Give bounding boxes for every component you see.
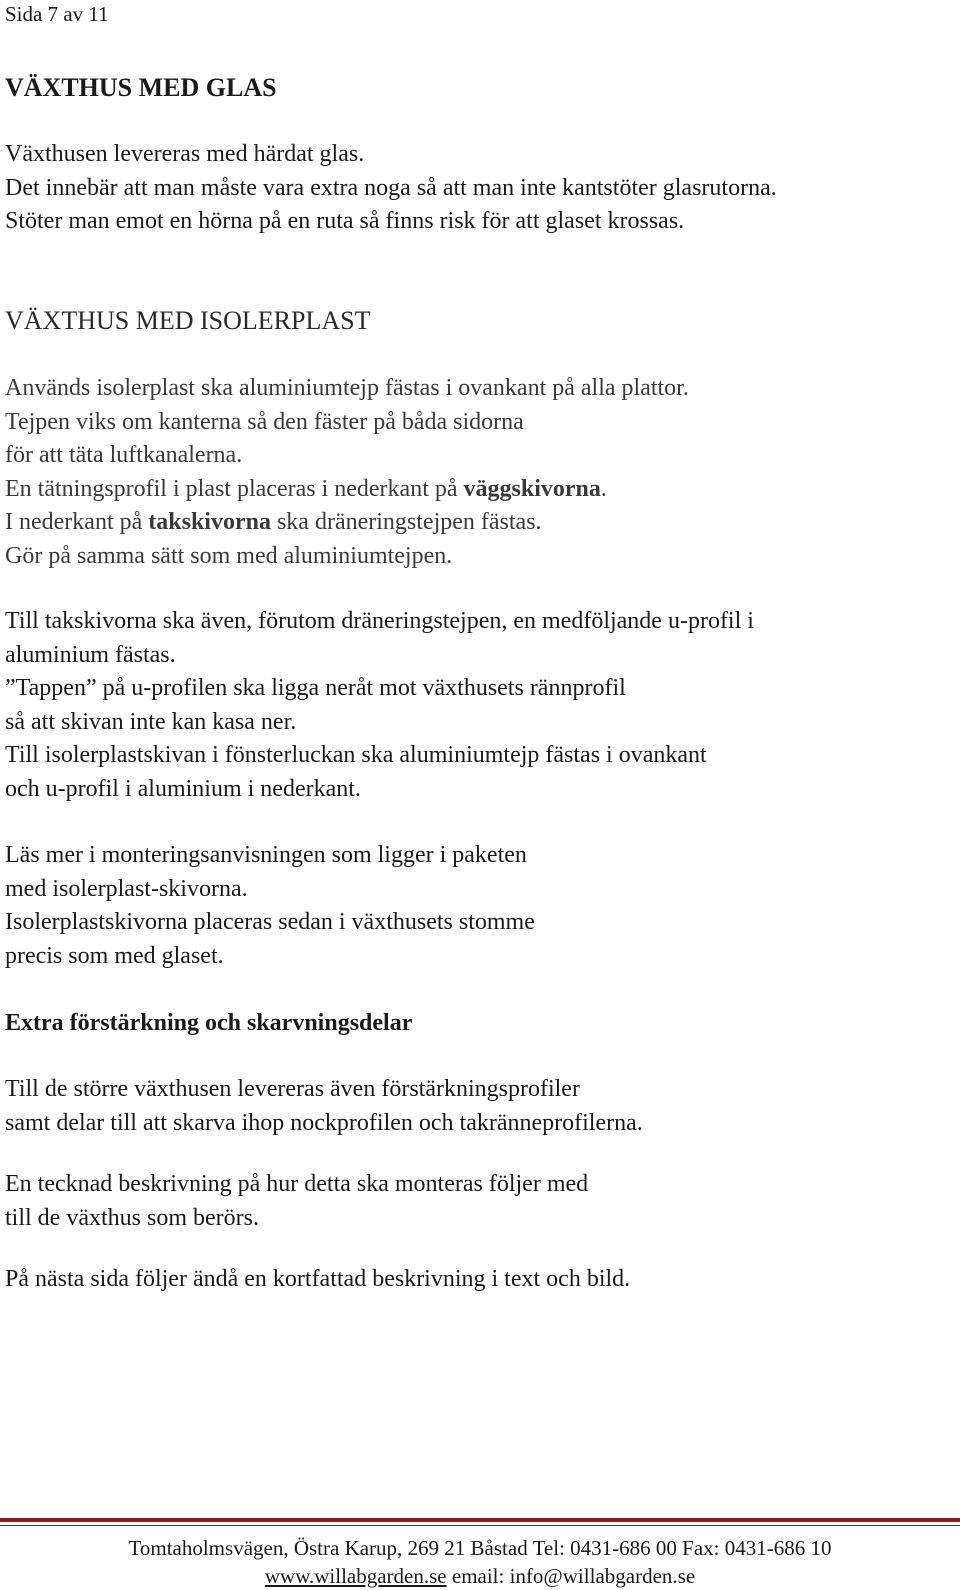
section-heading-isolerplast: VÄXTHUS MED ISOLERPLAST xyxy=(5,306,371,335)
footer-address: Tomtaholmsvägen, Östra Karup, 269 21 Båstad Tel: 0431-686 00 Fax: 0431-686 10 xyxy=(128,1536,832,1560)
footer-contact xyxy=(0,1562,960,1590)
text-line: ”Tappen” på u-profilen ska ligga neråt mot växthusets rännprofil xyxy=(5,675,626,701)
text-fragment: I nederkant på xyxy=(5,509,149,535)
bold-term-roof-panels: takskivorna xyxy=(148,509,271,535)
footer xyxy=(0,1534,960,1590)
email-text[interactable]: email: info@willabgarden.se xyxy=(451,1564,696,1588)
text-line: precis som med glaset. xyxy=(5,942,224,969)
website-link[interactable]: www.willabgarden.se xyxy=(264,1564,447,1588)
text-line: Till isolerplastskivan i fönsterluckan ska aluminiumtejp fästas i ovankant xyxy=(5,742,707,768)
text-line: med isolerplast-skivorna. xyxy=(5,875,248,902)
text-line: till de växthus som berörs. xyxy=(5,1204,259,1231)
section-heading-extra: Extra förstärkning och skarvningsdelar xyxy=(5,1010,413,1036)
text-fragment: ska dräneringstejpen fästas. xyxy=(270,509,542,535)
text-line: Läs mer i monteringsanvisningen som ligger i paketen xyxy=(5,842,527,868)
page-number: Sida 7 av 11 xyxy=(5,2,109,26)
text-fragment: . xyxy=(600,475,607,502)
text-line: Till de större växthusen levereras även förstärkningsprofiler xyxy=(5,1076,580,1102)
section-heading-glass: VÄXTHUS MED GLAS xyxy=(5,73,277,102)
text-line: Tejpen viks om kanterna så den fäster på båda sidorna xyxy=(5,408,524,435)
glass-paragraph xyxy=(5,138,940,239)
text-line: aluminium fästas. xyxy=(5,641,176,668)
text-line: En tecknad beskrivning på hur detta ska monteras följer med xyxy=(5,1171,589,1197)
text-line: Det innebär att man måste vara extra noga så att man inte kantstöter glasrutorna. xyxy=(5,174,777,201)
text-line: Används isolerplast ska aluminiumtejp fästas i ovankant på alla plattor. xyxy=(5,375,689,401)
text-line: samt delar till att skarva ihop nockprofilen och takränneprofilerna. xyxy=(5,1109,643,1136)
text-line: och u-profil i aluminium i nederkant. xyxy=(5,775,361,802)
text-line: På nästa sida följer ändå en kortfattad beskrivning i text och bild. xyxy=(5,1266,631,1292)
isolerplast-intro-paragraph xyxy=(5,372,940,573)
footer-divider-thin xyxy=(0,1525,960,1526)
text-line: Till takskivorna ska även, förutom dräneringstejpen, en medföljande u-profil i xyxy=(5,608,754,634)
read-more-paragraph xyxy=(5,839,940,973)
bold-term-wall-panels: väggskivorna xyxy=(463,475,601,502)
roof-panel-line xyxy=(5,506,940,540)
extra-paragraph-2 xyxy=(5,1168,940,1235)
text-line: så att skivan inte kan kasa ner. xyxy=(5,708,297,735)
extra-paragraph-3 xyxy=(5,1263,940,1297)
text-fragment: En tätningsprofil i plast placeras i nederkant på xyxy=(5,475,464,502)
text-line: för att täta luftkanalerna. xyxy=(5,442,243,468)
footer-divider xyxy=(0,1518,960,1522)
text-line: Stöter man emot en hörna på en ruta så finns risk för att glaset krossas. xyxy=(5,208,685,234)
u-profile-paragraph xyxy=(5,605,940,806)
extra-paragraph-1 xyxy=(5,1073,940,1140)
text-line: Växthusen levereras med härdat glas. xyxy=(5,141,365,167)
text-line: Gör på samma sätt som med aluminiumtejpen. xyxy=(5,542,453,569)
text-line: Isolerplastskivorna placeras sedan i växthusets stomme xyxy=(5,909,535,935)
seal-profile-line xyxy=(5,473,940,507)
